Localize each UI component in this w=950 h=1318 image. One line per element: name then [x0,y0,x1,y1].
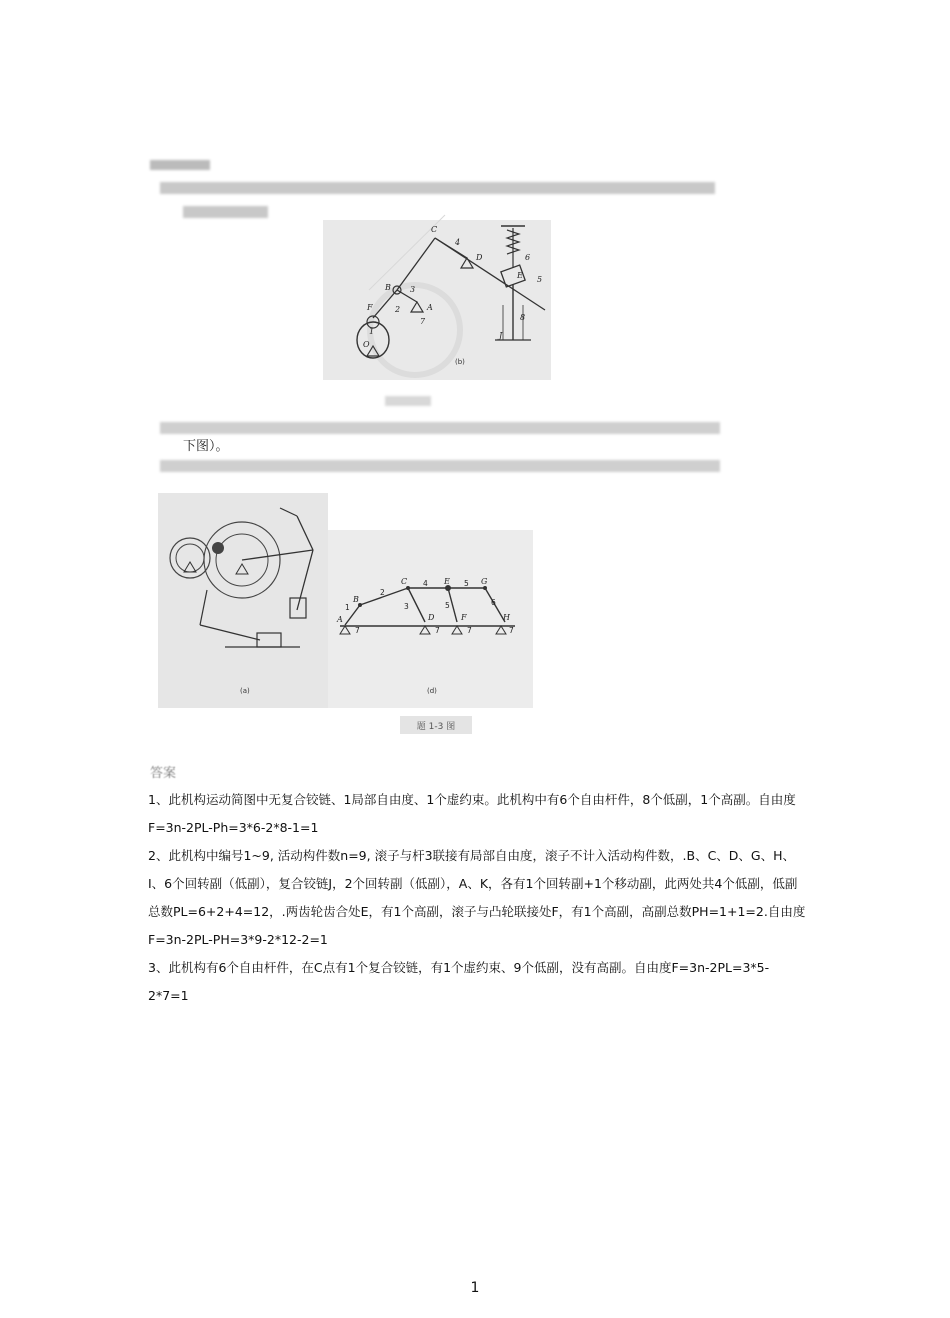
fig-b-label: (b) [455,358,465,366]
fig-b-link-6: 6 [525,253,531,262]
fig-b-joint-a: A [427,303,433,312]
fig-d-joint-d: D [428,613,435,622]
scanned-figures [145,150,730,740]
answer-heading: 答案 [150,766,177,781]
fig-d-link-2: 2 [380,588,385,597]
fig-d-link-3: 3 [404,602,409,611]
fig-d-link-7a: 7 [355,626,360,635]
fig-d-joint-c: C [401,577,408,586]
fig-b-joint-d: D [476,253,483,262]
fig-b-joint-o: O [363,340,370,349]
fig-d-label: (d) [427,687,437,695]
fig-b-link-4: 4 [455,238,461,247]
fig-b-joint-c: C [431,225,438,234]
fig-b-link-3: 3 [410,285,416,294]
question-line-fragment: 下图）。 [183,439,229,454]
fig-b-link-8: 8 [520,313,526,322]
figure-d [328,530,533,708]
fig-d-link-1: 1 [345,603,350,612]
answer-item-2: 2、此机构中编号1~9, 活动构件数n=9, 滚子与杆3联接有局部自由度，滚子不计入活动构件数，.B、C、D、G、H、I、6个回转副（低副），复合铰链J，2个回转副（低副），A、K，各有1个回转副+1个移动副，此两处共4个低副，低副总数PL=6+2+4=12，.两齿轮齿合处E，有1个高副，滚子与凸轮联接处F，有1个高副，高副总数PH=1+1=2.自由度F=3n-2PL-PH=3*9-2*12-2=1 [148,848,806,947]
page-number: 1 [470,1280,480,1296]
fig-d-joint-a: A [337,615,343,624]
fig-b-link-7: 7 [420,317,426,326]
fig-d-link-5b: 5 [464,579,469,588]
scanned-problem-image [145,150,730,740]
fig-d-joint-f: F [461,613,467,622]
fig-b-joint-j: J [499,331,503,340]
fig-d-joint-e: E [444,577,450,586]
fig-d-joint-h: H [503,613,510,622]
fig-b-joint-b: B [385,283,391,292]
fig-b-link-5: 5 [537,275,543,284]
answer-list [148,786,808,1010]
fig-d-link-7c: 7 [467,626,472,635]
answer-item-1: 1、此机构运动简图中无复合铰链、1局部自由度、1个虚约束。此机构中有6个自由杆件，8个低副，1个高副。自由度F=3n-2PL-Ph=3*6-2*8-1=1 [148,792,796,835]
fig-d-link-7d: 7 [509,626,514,635]
fig-d-joint-g: G [481,577,488,586]
fig-d-link-4: 4 [423,579,428,588]
fig-b-joint-e: E [517,271,523,280]
fig-b-joint-f: F [367,303,373,312]
fig-a-label: (a) [240,687,250,695]
fig-d-link-6: 6 [491,598,496,607]
fig-d-link-5a: 5 [445,601,450,610]
figure-caption: 题 1-3 图 [416,722,456,732]
figure-b [323,215,551,406]
answer-item-3: 3、此机构有6个自由杆件，在C点有1个复合铰链，有1个虚约束、9个低副，没有高副。自由度F=3n-2PL=3*5-2*7=1 [148,960,770,1003]
figure-a [158,493,328,708]
fig-b-link-1: 1 [369,327,375,336]
fig-d-joint-b: B [353,595,359,604]
fig-b-link-2: 2 [395,305,401,314]
fig-d-link-7b: 7 [435,626,440,635]
